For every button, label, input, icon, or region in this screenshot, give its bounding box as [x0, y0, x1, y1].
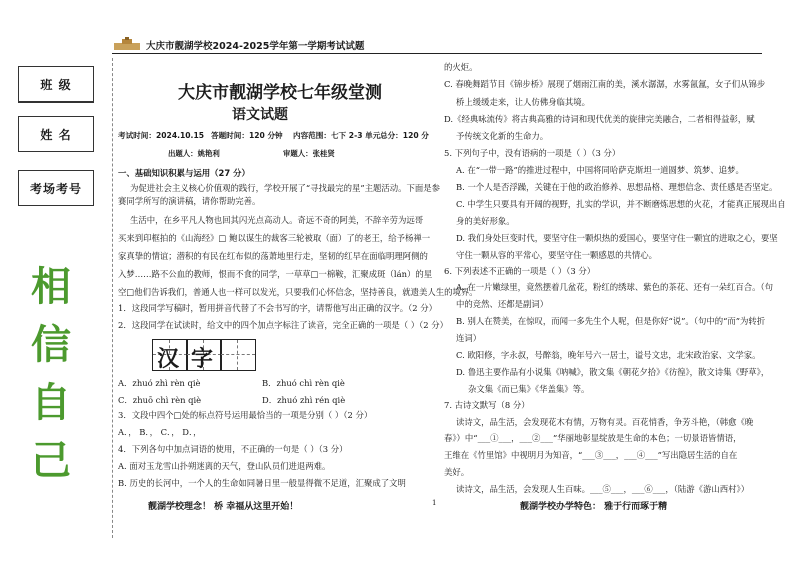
q6-option-b-line1: B. 别人在赞美，在惊叹，而闻一多先生个人呢，但是你好“说”。（句中的“而”为转折	[456, 316, 766, 326]
q5-option-d-line2: 守住一颗从容的平常心，要坚守住一颗感恩的共情心。	[456, 250, 657, 260]
motto-char-1: 相	[31, 264, 71, 310]
q6-option-a-line2: 中的竞然、还都是副词）	[456, 299, 549, 309]
question-4: 4．下列各句中加点词语的使用，不正确的一句是（ ）（3 分）	[118, 444, 348, 454]
question-2: 2．这段同学在试读时，给文中的四个加点字标注了读音，完全正确的一项是（ ）（2 分）	[118, 320, 449, 330]
q5-option-a: A. 在“一带一路”的推进过程中，中国将同哈萨克斯坦一道圆梦、筑梦、追梦。	[456, 165, 744, 175]
q7-paragraph-line4: 美好。	[444, 467, 470, 477]
info-duration: 答题时间：120 分钟	[211, 131, 283, 140]
q6-option-a-line1: A. 在一片嫩绿里，竟然摆着几盆花，粉红的绣球、紫色的茶花、还有一朵红百合。（句	[456, 282, 774, 292]
q4-option-a: A. 面对玉龙雪山扑朔迷离的天气，登山队员们进退两难。	[118, 461, 331, 471]
q5-option-c-line1: C. 中学生只要具有开阔的视野，扎实的学识，并不断磨炼思想的火花，才能真正展现出自	[456, 199, 786, 209]
binding-cut-line	[112, 58, 113, 538]
binding-divider-top	[18, 102, 94, 103]
q4-option-c-line2: 桥上缓缓走来，让人仿佛身临其境。	[456, 97, 590, 107]
passage-line-5: 家真挚的情谊；潜积的有民在红布似的荡萧地里行走，坚韧的红早在面临明理阿侧的	[118, 251, 428, 261]
page-title: 大庆市靓湖学校七年级堂测	[178, 83, 382, 103]
q2-option-d: D．zhuó zhì rén qiè	[262, 395, 346, 405]
q3-options: A．， B．， C．， D．，	[118, 427, 202, 437]
q6-option-c: C. 欧阳修，字永叔，号醉翁，晚年号六一居士，谥号文忠，北宋政治家、文学家。	[456, 350, 761, 360]
q2-option-a: A．zhuó zhì rèn qiè	[118, 378, 201, 388]
passage-line-3: 生活中，在乡平凡人物也回其闪光点高动人。奇远不奇的阿美，不辞辛劳为远哥	[130, 215, 424, 225]
q6-option-d-line2: 杂文集《而已集》《华盖集》等。	[468, 384, 590, 394]
header-rule	[112, 53, 762, 54]
passage-line-2: 赛同学所写的演讲稿，请你帮助完善。	[118, 196, 261, 206]
info-author: 出题人：姚艳利	[168, 149, 220, 158]
question-6: 6. 下列表述不正确的一项是（ ）（3 分）	[444, 266, 596, 276]
q6-option-b-line2: 连词）	[456, 333, 482, 343]
q4-b-continued: 的火炬。	[444, 62, 478, 72]
motto-char-3: 自	[31, 380, 71, 426]
q2-option-b: B．zhuó chì rèn qiè	[262, 378, 345, 388]
question-7: 7. 古诗文默写（8 分）	[444, 400, 530, 410]
tian-char-2: 字	[191, 347, 214, 372]
q5-option-c-line2: 身的美好形象。	[456, 216, 515, 226]
passage-line-7: 空□他们告诉我们，普通人也一样可以发光，只要我们心怀信念，坚持善良，就遗美人生的境界。	[118, 287, 478, 297]
q7-paragraph-line1: 读诗文，品生活，会发现花木有情，万物有灵。百花悄香，争芳斗艳，（韩愈《晚	[456, 417, 754, 427]
info-scope: 内容范围：七下 2-3 单元	[293, 131, 381, 140]
footer-left-slogan: 靓湖学校理念！ 桥 幸福从这里开始！	[148, 502, 299, 512]
q7-paragraph-line5: 读诗文，品生活，会发现人生百味。___⑤___，___⑥___，（陆游《游山西村》）	[456, 484, 750, 494]
header-school-line: 大庆市靓湖学校2024-2025学年第一学期考试试题	[146, 41, 365, 52]
q4-option-b: B. 历史的长河中，一个人的生命如同暑日里一般显得微不足道，汇聚成了文明	[118, 478, 406, 488]
motto-char-2: 信	[31, 322, 71, 368]
binding-class-field: 班 级	[18, 66, 94, 102]
q7-paragraph-line3: 王维在《竹里馆》中视明月为知音，“___③___，___④___”写出隐居生活的自在	[444, 450, 738, 460]
question-1: 1．这段同学写稿时，暂用拼音代替了不会书写的字，请帮他写出正确的汉字。（2 分）	[118, 303, 437, 313]
page-subtitle: 语文试题	[232, 107, 288, 123]
passage-line-4: 买来到印框拍的《山海经》□ 鲍以谋生的裁客三轮被取（面）了的老王，给予杨禅一	[118, 233, 431, 243]
info-reviewer: 审题人：张桂贤	[283, 149, 335, 158]
info-total: 总分：120 分	[380, 131, 429, 140]
q6-option-d-line1: D. 鲁迅主要作品有小说集《呐喊》，散文集《朝花夕拾》《彷徨》，散文诗集《野草》，	[456, 367, 770, 377]
q7-paragraph-line2: 春》）中“___①___，___②___”华丽地彰显绽放是生命的本色；一切景语皆情语，	[444, 433, 742, 443]
passage-line-6: 入梦……路不公血的教师，恨而不食的同学，一草草□一棉鞍，汇聚成斑（lán）的星	[118, 269, 433, 279]
tian-box-2	[186, 339, 222, 371]
q4-option-d-line2: 予传统文化新的生命力。	[456, 131, 549, 141]
motto-char-4: 己	[31, 438, 71, 484]
binding-name-field: 姓 名	[18, 116, 94, 152]
info-exam-time: 考试时间：2024.10.15	[118, 131, 205, 140]
q2-option-c: C．zhuō chì rèn qiè	[118, 395, 202, 405]
q5-option-d-line1: D. 我们身处巨变时代，要坚守住一颗炽热的爱国心，要坚守住一颗宜的进取之心，要坚	[456, 233, 778, 243]
footer-right-slogan: 靓湖学校办学特色： 雅于行而琢于精	[520, 502, 668, 512]
tian-box-3	[220, 339, 256, 371]
tian-char-1: 汉	[157, 347, 180, 372]
question-5: 5. 下列句子中，没有语病的一项是（ ）（3 分）	[444, 148, 621, 158]
q4-option-d-line1: D.《经典咏流传》将古典高雅的诗词和现代优美的旋律完美融合，二者相得益彰，赋	[444, 114, 755, 124]
tian-box-1	[152, 339, 188, 371]
header-logo	[112, 36, 142, 50]
question-3: 3．文段中四个□处的标点符号运用最恰当的一项是分别（ ）（2 分）	[118, 410, 373, 420]
footer-page-number: 1	[432, 499, 437, 507]
q5-option-b: B. 一个人是否浮躁，关键在于他的政治修养、思想品格、理想信念、责任感是否坚定。	[456, 182, 778, 192]
passage-line-1: 为促进社会主义核心价值观的践行，学校开展了“寻找最完的星”主题活动。下面是参	[130, 183, 441, 193]
q4-option-c-line1: C. 春晚舞蹈节目《锦步桥》展现了烟雨江南的美，溪水潺潺，水雾氤氲，女子们从锦步	[444, 79, 766, 89]
binding-exam-number-field: 考场考号	[18, 170, 94, 206]
section-heading-1: 一、基础知识积累与运用（27 分）	[118, 168, 250, 178]
